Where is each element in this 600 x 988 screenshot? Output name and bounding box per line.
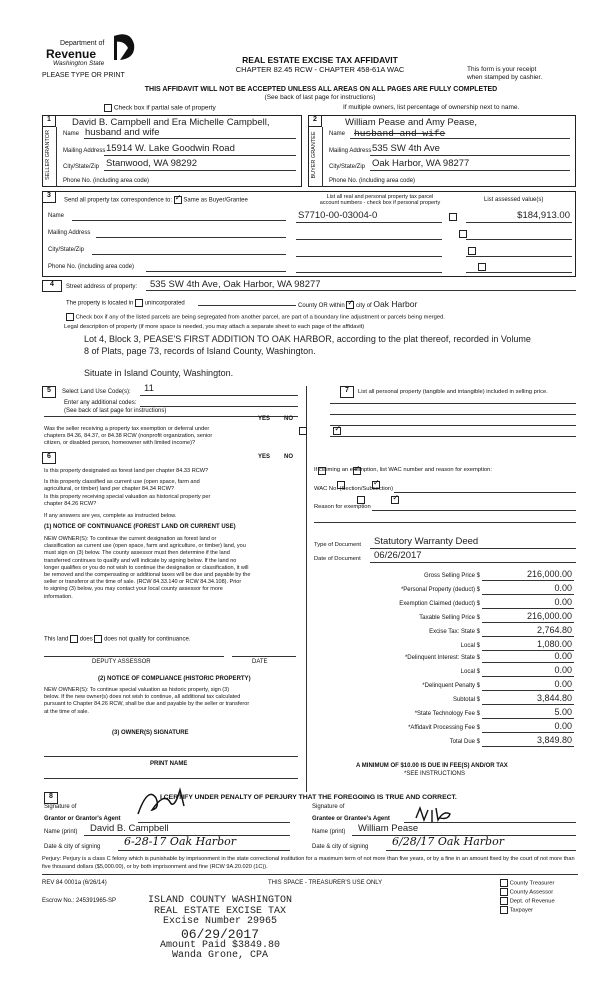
tax-row-value: 0.00 bbox=[554, 597, 572, 607]
does-not-qualify-checkbox[interactable] bbox=[94, 635, 102, 643]
tax-row-line bbox=[482, 746, 574, 747]
historic-no-checkbox[interactable] bbox=[391, 496, 399, 504]
personal-property-checkbox[interactable] bbox=[459, 230, 467, 238]
property-city: Oak Harbor bbox=[373, 299, 418, 309]
tax-row-label: Total Due $ bbox=[449, 739, 480, 745]
tax-row-value: 0.00 bbox=[554, 679, 572, 689]
city-of-checkbox[interactable] bbox=[346, 301, 354, 309]
tax-row-line bbox=[482, 622, 574, 623]
tax-row-value: 5.00 bbox=[554, 707, 572, 717]
same-as-buyer-checkbox[interactable] bbox=[174, 196, 182, 204]
minimum-fee-note: A MINIMUM OF $10.00 IS DUE IN FEE(S) AND/OR TAX bbox=[356, 763, 508, 769]
distribution-list: County Treasurer County Assessor Dept. of Revenue Taxpayer bbox=[500, 879, 555, 915]
warning-text: THIS AFFIDAVIT WILL NOT BE ACCEPTED UNLESS ALL AREAS ON ALL PAGES ARE FULLY COMPLETED bbox=[144, 86, 498, 93]
tax-row-label: Gross Selling Price $ bbox=[423, 573, 480, 579]
dept-revenue-checkbox[interactable] bbox=[500, 897, 508, 905]
grantee-date-city: 6/28/17 Oak Harbor bbox=[392, 835, 504, 848]
exemption-yes-checkbox[interactable] bbox=[299, 427, 307, 435]
revenue-logo-icon bbox=[108, 32, 138, 64]
does-qualify-checkbox[interactable] bbox=[70, 635, 78, 643]
tax-row-label: *State Technology Fee $ bbox=[414, 711, 480, 717]
tax-row-label: *Personal Property (deduct) $ bbox=[400, 587, 480, 593]
tax-row-value: 3,844.80 bbox=[536, 693, 572, 703]
tax-row-value: 0.00 bbox=[554, 583, 572, 593]
county-assessor-checkbox[interactable] bbox=[500, 888, 508, 896]
county-treasurer-checkbox[interactable] bbox=[500, 879, 508, 887]
tax-row-label: *Delinquent Penalty $ bbox=[422, 683, 480, 689]
document-date: 06/26/2017 bbox=[374, 550, 422, 561]
tax-row-label: Local $ bbox=[460, 643, 480, 649]
document-type: Statutory Warranty Deed bbox=[374, 536, 479, 547]
assessed-value: $184,913.00 bbox=[517, 210, 570, 221]
tax-row-value: 3,849.80 bbox=[536, 735, 572, 745]
form-chapter: CHAPTER 82.45 RCW - CHAPTER 458-61A WAC bbox=[235, 65, 405, 74]
tax-row-value: 216,000.00 bbox=[526, 569, 572, 579]
seller-name: David B. Campbell and Era Michelle Campbell, bbox=[72, 117, 270, 128]
grantor-date-city: 6-28-17 Oak Harbor bbox=[124, 835, 236, 848]
tax-row-value: 2,764.80 bbox=[536, 625, 572, 635]
tax-row-line bbox=[482, 704, 574, 705]
notice-continuance-text: NEW OWNER(S): To continue the current designation as forest land or classification as current use (open space, farm and agriculture, or timber) land, you must sign on (3) below. The county assessor must then determine if the land transferred continues to qualify and will indicate by signing below. If the land no longer qualifies or you do not wish to continue the designation or classification, it will be removed and the compensating or additional taxes will be due and payable by the seller or transferor at the time of sale. (RCW 84.33.140 or RCW 84.34.108). Prior to signing (3) below, you may contact your local county assessor for more information. bbox=[44, 536, 251, 600]
notice-compliance-heading: (2) NOTICE OF COMPLIANCE (HISTORIC PROPERTY) bbox=[98, 676, 251, 682]
grantee-signature-icon bbox=[414, 806, 464, 826]
seller-city: Stanwood, WA 98292 bbox=[106, 158, 198, 169]
tax-row-label: Local $ bbox=[460, 669, 480, 675]
exemption-no-checkbox[interactable] bbox=[333, 427, 341, 435]
tax-row-line bbox=[482, 676, 574, 677]
buyer-name: William Pease and Amy Pease, bbox=[345, 117, 478, 128]
form-revision: REV 84 0001a (6/26/14) bbox=[42, 880, 107, 886]
tax-row-value: 216,000.00 bbox=[526, 611, 572, 621]
legal-description: Lot 4, Block 3, PEASE'S FIRST ADDITION TO OAK HARBOR, according to the plat thereof, recorded in Volume bbox=[84, 334, 531, 344]
please-type-label: PLEASE TYPE OR PRINT bbox=[42, 72, 125, 79]
notice-compliance-text: NEW OWNER(S): To continue special valuation as historic property, sign (3) below. If the new owner(s) does not wish to continue, all additional tax calculated pursuant to Chapter 84.26 RCW, shall be due and payable by the seller or transferor at the time of sale. bbox=[44, 687, 250, 715]
property-address: 535 SW 4th Ave, Oak Harbor, WA 98277 bbox=[150, 279, 321, 290]
notice-continuance-heading: (1) NOTICE OF CONTINUANCE (FOREST LAND OR CURRENT USE) bbox=[44, 524, 236, 530]
taxpayer-checkbox[interactable] bbox=[500, 906, 508, 914]
historic-yes-checkbox[interactable] bbox=[357, 496, 365, 504]
segregated-checkbox[interactable] bbox=[66, 313, 74, 321]
land-use-code: 11 bbox=[144, 383, 154, 394]
tax-row-label: Subtotal $ bbox=[452, 697, 480, 703]
unincorporated-checkbox[interactable] bbox=[135, 299, 143, 307]
partial-sale-row: Check box if partial sale of property bbox=[104, 104, 216, 112]
grantor-print-name: David B. Campbell bbox=[90, 823, 169, 834]
perjury-notice: Perjury: Perjury is a class C felony which is punishable by imprisonment in the state correctional institution for a maximum term of not more than five years, or by a fine in an amount fixed by the court of not more than five thousand dollars ($5,000.00), or by both imprisonment and fine (RCW 9A.20.020 (1C)). bbox=[42, 856, 575, 870]
tax-row-value: 0.00 bbox=[554, 721, 572, 731]
seller-mailing: 15914 W. Lake Goodwin Road bbox=[106, 143, 235, 154]
certify-statement: I CERTIFY UNDER PENALTY OF PERJURY THAT THE FOREGOING IS TRUE AND CORRECT. bbox=[160, 794, 457, 801]
tax-row-label: Excise Tax: State $ bbox=[429, 629, 480, 635]
personal-property-checkbox[interactable] bbox=[449, 213, 457, 221]
tax-row-label: *Delinquent Interest: State $ bbox=[404, 655, 480, 661]
tax-row-line bbox=[482, 608, 574, 609]
tax-row-line bbox=[482, 662, 574, 663]
parcel-number: S7710-00-03004-0 bbox=[298, 210, 378, 221]
tax-row-line bbox=[482, 718, 574, 719]
form-title: REAL ESTATE EXCISE TAX AFFIDAVIT bbox=[242, 55, 398, 65]
tax-row-line bbox=[482, 580, 574, 581]
tax-row-line bbox=[482, 690, 574, 691]
tax-row-value: 1,080.00 bbox=[536, 639, 572, 649]
partial-sale-checkbox[interactable] bbox=[104, 104, 112, 112]
tax-row-line bbox=[482, 732, 574, 733]
tax-row-value: 0.00 bbox=[554, 665, 572, 675]
grantor-signature-icon bbox=[134, 784, 192, 820]
tax-row-line bbox=[482, 636, 574, 637]
buyer-mailing: 535 SW 4th Ave bbox=[372, 143, 440, 154]
grantee-print-name: William Pease bbox=[358, 823, 419, 834]
tax-row-label: Taxable Selling Price $ bbox=[419, 615, 480, 621]
tax-row-line bbox=[482, 594, 574, 595]
tax-row-label: *Affidavit Processing Fee $ bbox=[408, 725, 480, 731]
escrow-number: Escrow No.: 245391965-SP bbox=[42, 898, 117, 904]
buyer-city: Oak Harbor, WA 98277 bbox=[372, 158, 470, 169]
tax-row-label: Exemption Claimed (deduct) $ bbox=[399, 601, 480, 607]
personal-property-checkbox[interactable] bbox=[478, 263, 486, 271]
personal-property-checkbox[interactable] bbox=[468, 247, 476, 255]
tax-row-value: 0.00 bbox=[554, 651, 572, 661]
treasurer-stamp: ISLAND COUNTY WASHINGTON REAL ESTATE EXCISE TAX Excise Number 29965 06/29/2017 Amount Paid $3849.80 Wanda Grone, CPA bbox=[147, 895, 293, 961]
